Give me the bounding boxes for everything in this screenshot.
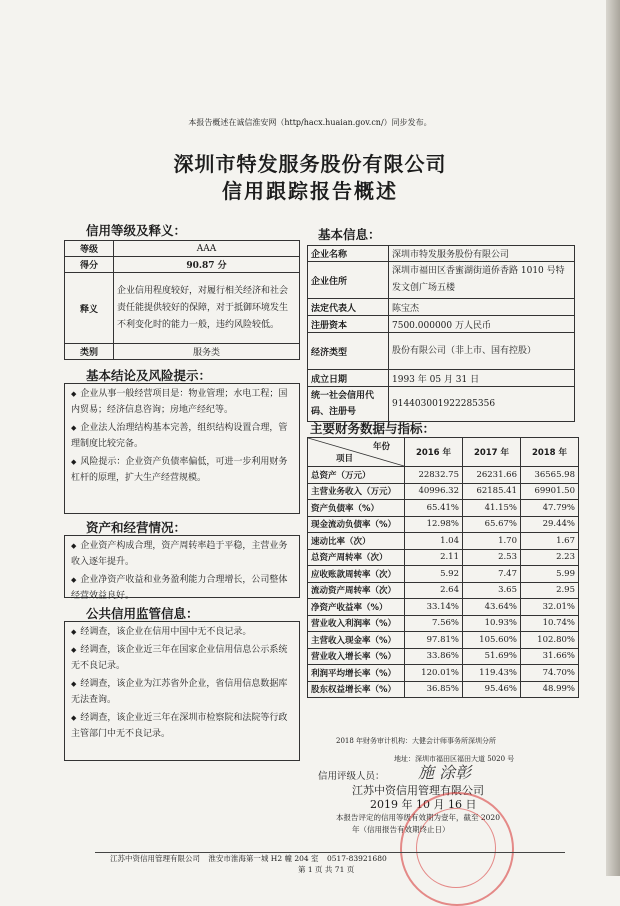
metric-label: 营业收入增长率（%） <box>308 648 405 665</box>
rating-row: 得分 90.87 分 <box>65 257 300 273</box>
finance-heading: 主要财务数据与指标： <box>310 421 436 436</box>
company-name: 深圳市特发服务股份有限公司 <box>389 246 575 262</box>
table-row <box>308 681 579 698</box>
table-row <box>308 648 579 665</box>
bullet-icon: ◆ <box>71 714 77 722</box>
table-row <box>308 467 579 484</box>
metric-value: 65.41% <box>405 500 463 517</box>
rating-description: 企业信用程度较好，对履行相关经济和社会责任能提供较好的保障，对于抵御环境发生不利变化时的能力一般，违约风险较低。 <box>114 273 300 344</box>
company-address: 深圳市福田区香蜜湖街道侨香路 1010 号特发文创广场五楼 <box>389 262 575 299</box>
registered-capital: 7500.000000 万人民币 <box>389 316 575 333</box>
metric-value: 69901.50 <box>521 483 579 500</box>
year-2018: 2018 年 <box>521 438 579 467</box>
metric-value: 48.99% <box>521 681 579 698</box>
metric-value: 26231.66 <box>463 467 521 484</box>
metric-value: 51.69% <box>463 648 521 665</box>
rating-category: 服务类 <box>114 344 300 360</box>
metric-value: 32.01% <box>521 599 579 616</box>
table-row: 企业住所 深圳市福田区香蜜湖街道侨香路 1010 号特发文创广场五楼 <box>308 262 575 299</box>
evaluator-signature: 施 涂彰 <box>418 763 472 782</box>
basic-heading: 基本信息： <box>318 227 381 242</box>
report-title-kind: 信用跟踪报告概述 <box>222 179 398 203</box>
metric-value: 97.81% <box>405 632 463 649</box>
table-row: 法定代表人 陈宝杰 <box>308 299 575 316</box>
rating-row: 类别 服务类 <box>65 344 300 360</box>
footer-phone: 0517-83921680 <box>326 854 387 863</box>
legal-representative: 陈宝杰 <box>389 299 575 316</box>
finance-header-corner <box>308 438 405 467</box>
metric-value: 1.70 <box>463 533 521 550</box>
table-row <box>308 500 579 517</box>
metric-value: 29.44% <box>521 516 579 533</box>
table-row <box>308 566 579 583</box>
bullet-icon: ◆ <box>71 628 77 636</box>
metric-label: 股东权益增长率（%） <box>308 681 405 698</box>
credit-code: 914403001922285356 <box>389 387 575 422</box>
year-2017: 2017 年 <box>463 438 521 467</box>
table-row <box>308 632 579 649</box>
metric-label: 主营收入现金率（%） <box>308 632 405 649</box>
list-item: ◆ 企业净资产收益和业务盈利能力合理增长，公司整体经营效益良好。 <box>71 575 288 601</box>
validity-line-2: 年（信用报告有效期终止日） <box>352 825 450 834</box>
public-box <box>64 621 300 761</box>
metric-value: 12.98% <box>405 516 463 533</box>
list-item: ◆ 经调查，该企业在信用中国中无不良记录。 <box>71 627 252 637</box>
bullet-icon: ◆ <box>71 576 77 584</box>
metric-value: 74.70% <box>521 665 579 682</box>
address-line: 地址：深圳市福田区福田大道 5020 号 <box>394 755 515 763</box>
rating-score: 90.87 分 <box>114 257 300 273</box>
list-item: ◆ 经调查，该企业近三年在深圳市检察院和法院等行政主管部门中无不良记录。 <box>71 713 288 739</box>
metric-label: 总资产周转率（次） <box>308 549 405 566</box>
table-row: 企业名称 深圳市特发服务股份有限公司 <box>308 246 575 262</box>
metric-label: 营业收入利润率（%） <box>308 615 405 632</box>
page-footer-line <box>110 853 387 864</box>
metric-label: 速动比率（次） <box>308 533 405 550</box>
year-2016: 2016 年 <box>405 438 463 467</box>
metric-value: 31.66% <box>521 648 579 665</box>
metric-value: 7.56% <box>405 615 463 632</box>
report-title-company: 深圳市特发服务股份有限公司 <box>173 152 447 176</box>
rating-row: 释义 企业信用程度较好，对履行相关经济和社会责任能提供较好的保障，对于抵御环境发生不利变化时的能力一般，违约风险较低。 <box>65 273 300 344</box>
rating-table <box>64 240 300 360</box>
metric-value: 1.04 <box>405 533 463 550</box>
metric-value: 105.60% <box>463 632 521 649</box>
metric-value: 65.67% <box>463 516 521 533</box>
table-row <box>308 549 579 566</box>
metric-value: 2.23 <box>521 549 579 566</box>
table-row <box>308 483 579 500</box>
table-row <box>308 533 579 550</box>
metric-value: 36565.98 <box>521 467 579 484</box>
metric-label: 主营业务收入（万元） <box>308 483 405 500</box>
list-item: ◆ 企业资产构成合理，资产周转率趋于平稳，主营业务收入逐年提升。 <box>71 541 288 567</box>
rating-row: 等级 AAA <box>65 241 300 257</box>
publish-notice: 本报告概述在诚信淮安网（http/hacx.huaian.gov.cn/）同步发布。 <box>188 118 432 127</box>
metric-value: 33.86% <box>405 648 463 665</box>
rating-grade: AAA <box>114 241 300 257</box>
list-item: ◆ 经调查，该企业为江苏省外企业，省信用信息数据库无法查询。 <box>71 679 288 705</box>
header-year-label: 年份 <box>372 442 390 452</box>
metric-value: 102.80% <box>521 632 579 649</box>
basic-info-table <box>307 245 575 422</box>
metric-value: 2.64 <box>405 582 463 599</box>
rating-heading: 信用等级及释义： <box>86 223 187 238</box>
metric-value: 33.14% <box>405 599 463 616</box>
bullet-icon: ◆ <box>71 458 77 466</box>
footer-address: 淮安市淮海第一城 H2 幢 204 室 <box>208 854 319 863</box>
table-row: 统一社会信用代码、注册号 914403001922285356 <box>308 387 575 422</box>
metric-value: 2.95 <box>521 582 579 599</box>
table-row <box>308 599 579 616</box>
header-item-label: 项目 <box>336 454 354 464</box>
asset-heading: 资产和经营情况： <box>86 520 187 535</box>
metric-value: 1.67 <box>521 533 579 550</box>
report-date: 2019 年 10 月 16 日 <box>370 798 477 811</box>
metric-label: 净资产收益率（%） <box>308 599 405 616</box>
metric-value: 41.15% <box>463 500 521 517</box>
conclusion-box <box>64 383 300 514</box>
company-seal-inner <box>416 808 496 888</box>
table-row: 成立日期 1993 年 05 月 31 日 <box>308 370 575 387</box>
asset-box <box>64 535 300 601</box>
bullet-icon: ◆ <box>71 646 77 654</box>
list-item: ◆ 企业法人治理结构基本完善，组织结构设置合理，管理制度比较完备。 <box>71 423 288 449</box>
footer-org: 江苏中资信用管理有限公司 <box>110 854 200 863</box>
metric-value: 119.43% <box>463 665 521 682</box>
metric-value: 22832.75 <box>405 467 463 484</box>
metric-value: 5.92 <box>405 566 463 583</box>
metric-value: 5.99 <box>521 566 579 583</box>
metric-label: 资产负债率（%） <box>308 500 405 517</box>
metric-value: 10.74% <box>521 615 579 632</box>
economic-type: 股份有限公司（非上市、国有控股） <box>389 333 575 370</box>
finance-header-row <box>308 438 579 467</box>
metric-value: 7.47 <box>463 566 521 583</box>
org-name: 江苏中资信用管理有限公司 <box>352 784 484 797</box>
list-item: ◆ 企业从事一般经营项目是：物业管理；水电工程；国内贸易；经济信息咨询；房地产经纪等。 <box>71 389 288 415</box>
metric-label: 应收账款周转率（次） <box>308 566 405 583</box>
establish-date: 1993 年 05 月 31 日 <box>389 370 575 387</box>
bullet-icon: ◆ <box>71 542 77 550</box>
page-number: 第 1 页 共 71 页 <box>298 865 355 874</box>
list-item: ◆ 经调查，该企业近三年在国家企业信用信息公示系统无不良记录。 <box>71 645 288 671</box>
list-item: ◆ 风险提示：企业资产负债率偏低，可进一步利用财务杠杆的原理，扩大生产经营规模。 <box>71 457 288 483</box>
metric-value: 40996.32 <box>405 483 463 500</box>
public-heading: 公共信用监管信息： <box>86 606 199 621</box>
metric-value: 47.79% <box>521 500 579 517</box>
conclusion-heading: 基本结论及风险提示： <box>86 368 212 383</box>
bullet-icon: ◆ <box>71 680 77 688</box>
audit-note: 2018 年财务审计机构：大健会计师事务所深圳分所 <box>336 737 497 745</box>
table-row: 注册资本 7500.000000 万人民币 <box>308 316 575 333</box>
metric-label: 现金流动负债率（%） <box>308 516 405 533</box>
company-seal <box>400 792 514 906</box>
validity-line-1: 本报告评定的信用等级有效期为壹年，截至 2020 <box>336 813 500 822</box>
table-row <box>308 665 579 682</box>
finance-table <box>307 437 579 698</box>
table-row <box>308 582 579 599</box>
binder-edge <box>606 0 620 876</box>
metric-value: 2.11 <box>405 549 463 566</box>
metric-value: 120.01% <box>405 665 463 682</box>
metric-value: 3.65 <box>463 582 521 599</box>
bullet-icon: ◆ <box>71 424 77 432</box>
metric-label: 总资产（万元） <box>308 467 405 484</box>
metric-value: 2.53 <box>463 549 521 566</box>
bullet-icon: ◆ <box>71 390 77 398</box>
metric-value: 95.46% <box>463 681 521 698</box>
metric-value: 10.93% <box>463 615 521 632</box>
metric-value: 43.64% <box>463 599 521 616</box>
metric-value: 62185.41 <box>463 483 521 500</box>
evaluator-label: 信用评级人员： <box>318 771 385 782</box>
table-row <box>308 615 579 632</box>
table-row <box>308 516 579 533</box>
table-row: 经济类型 股份有限公司（非上市、国有控股） <box>308 333 575 370</box>
finance-body <box>308 467 579 698</box>
metric-label: 利润平均增长率（%） <box>308 665 405 682</box>
metric-label: 流动资产周转率（次） <box>308 582 405 599</box>
metric-value: 36.85% <box>405 681 463 698</box>
